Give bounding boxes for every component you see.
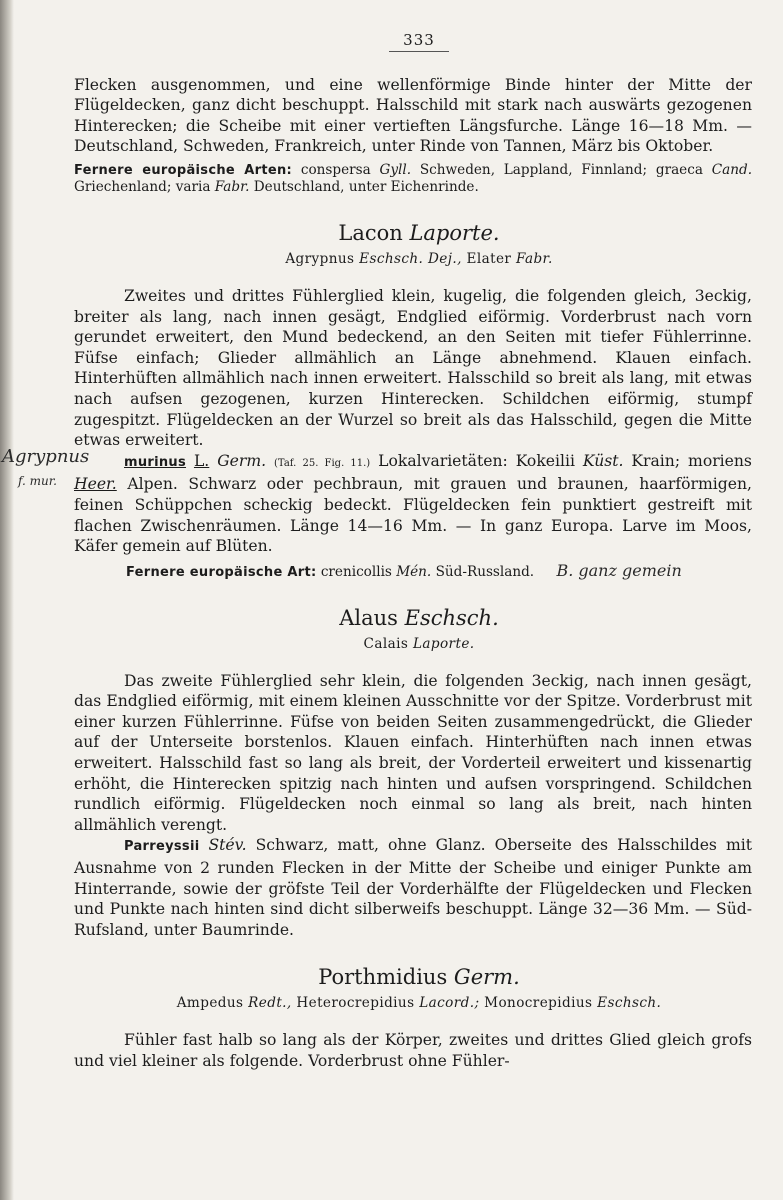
genus-heading-alaus: Alaus Eschsch. xyxy=(339,605,499,630)
page-number: 333 xyxy=(74,30,752,51)
synonyms-porthmidius: Ampedus Redt., Heterocrepidius Lacord.; Monocrepidius Eschsch. xyxy=(176,995,662,1012)
genus-heading-porthmidius: Porthmidius Germ. xyxy=(318,965,520,990)
porthmidius-description: Fühler fast halb so lang als der Körper, zweites und drittes Glied gleich grofs und viel kleiner als folgende. Vorderbrust ohne Fühler- xyxy=(74,1031,752,1070)
species-lacon-murinus: Agrypnus f. mur. murinus L. Germ. (Taf. 25. Fig. 11.) Lokalvarietäten: Kokeilii Küst. Krain; moriens Heer. Alpen. Schwarz oder pechbraun, mit grauen und braunen, haarförmigen, feinen Schüppchen scheckig bedeckt. Flügeldecken fein punktiert gestreift mit flachen Zwischenräumen. Länge 14—16 Mm. — In ganz Europa. Larve im Moos, Käfer gemein auf Blüten. xyxy=(2,445,752,556)
handwritten-note: B. ganz gemein xyxy=(556,560,682,580)
species-alaus-parreyssii: Parreyssii Stév. Schwarz, matt, ohne Glanz. Oberseite des Halsschildes mit Ausnahme von 2 runden Flecken in der Mitte der Scheibe und einiger Punkte am Hinterrande, sowie der gröfste Teil der Vorderhälfte der Flügeldecken und Flecken und Punkte nach hinten sind dicht silberweifs beschuppt. Länge 32—36 Mm. — Süd-Rufsland, unter Baumrinde. xyxy=(74,836,752,939)
handwritten-margin-note: Agrypnus xyxy=(2,445,90,467)
lacon-note: Fernere europäische Art: crenicollis Mén. Süd-Russland. B. ganz gemein xyxy=(126,560,682,580)
intro-paragraph: Flecken ausgenommen, und eine wellenförmige Binde hinter der Mitte der Flügeldecken, ganz dicht beschuppt. Halsschild mit stark nach auswärts gezogenen Hinterecken; die Scheibe mit einer vertieften Längsfurche. Länge 16—18 Mm. — Deutschland, Schweden, Frankreich, unter Rinde von Tannen, März bis Oktober. xyxy=(74,75,752,156)
genus-heading-lacon: Lacon Laporte. xyxy=(338,220,500,245)
intro-note: Fernere europäische Arten: conspersa Gyll. Schweden, Lappland, Finnland; graeca Cand. Griechenland; varia Fabr. Deutschland, unter Eichenrinde. xyxy=(74,161,753,195)
alaus-description: Das zweite Fühlerglied sehr klein, die folgenden 3eckig, nach innen gesägt, das Endglied eiförmig, mit einem kleinen Ausschnitte vor der Spitze. Vorderbrust mit einer kurzen Fühlerrinne. Füfse von beiden Seiten zusammengedrückt, die Glieder auf der Unterseite borstenlos. Klauen einfach. Hinterhüften nach innen etwas erweitert. Halsschild fast so lang als breit, der Vorderteil erweitert und kissenartig erhöht, die Hinterecken spitzig nach hinten und aufsen vorspringend. Schildchen rundlich eiförmig. Flügeldecken noch einmal so lang als breit, nach hinten allmählich verengt. xyxy=(74,671,752,834)
handwritten-margin-note-2: f. mur. xyxy=(18,473,57,488)
synonyms-lacon: Agrypnus Eschsch. Dej., Elater Fabr. xyxy=(285,250,553,267)
book-binding-edge xyxy=(0,0,14,1200)
document-page xyxy=(2,30,753,1072)
synonyms-alaus: Calais Laporte. xyxy=(363,635,475,652)
lacon-description: Zweites und drittes Fühlerglied klein, kugelig, die folgenden gleich, 3eckig, breiter als lang, nach innen gesägt, Endglied eiförmig. Vorderbrust nach vorn gerundet erweitert, den Mund bedeckend, an den Seiten mit tiefer Fühlerrinne. Füfse einfach; Glieder allmählich an Länge abnehmend. Klauen einfach. Hinterhüften allmählich nach innen erweitert. Halsschild so breit als lang, mit etwas nach aufsen gezogenen, kurzen Hinterecken. Schildchen eiförmig, stumpf zugespitzt. Flügeldecken an der Wurzel so breit als das Halsschild, gegen die Mitte etwas erweitert. xyxy=(74,286,752,450)
